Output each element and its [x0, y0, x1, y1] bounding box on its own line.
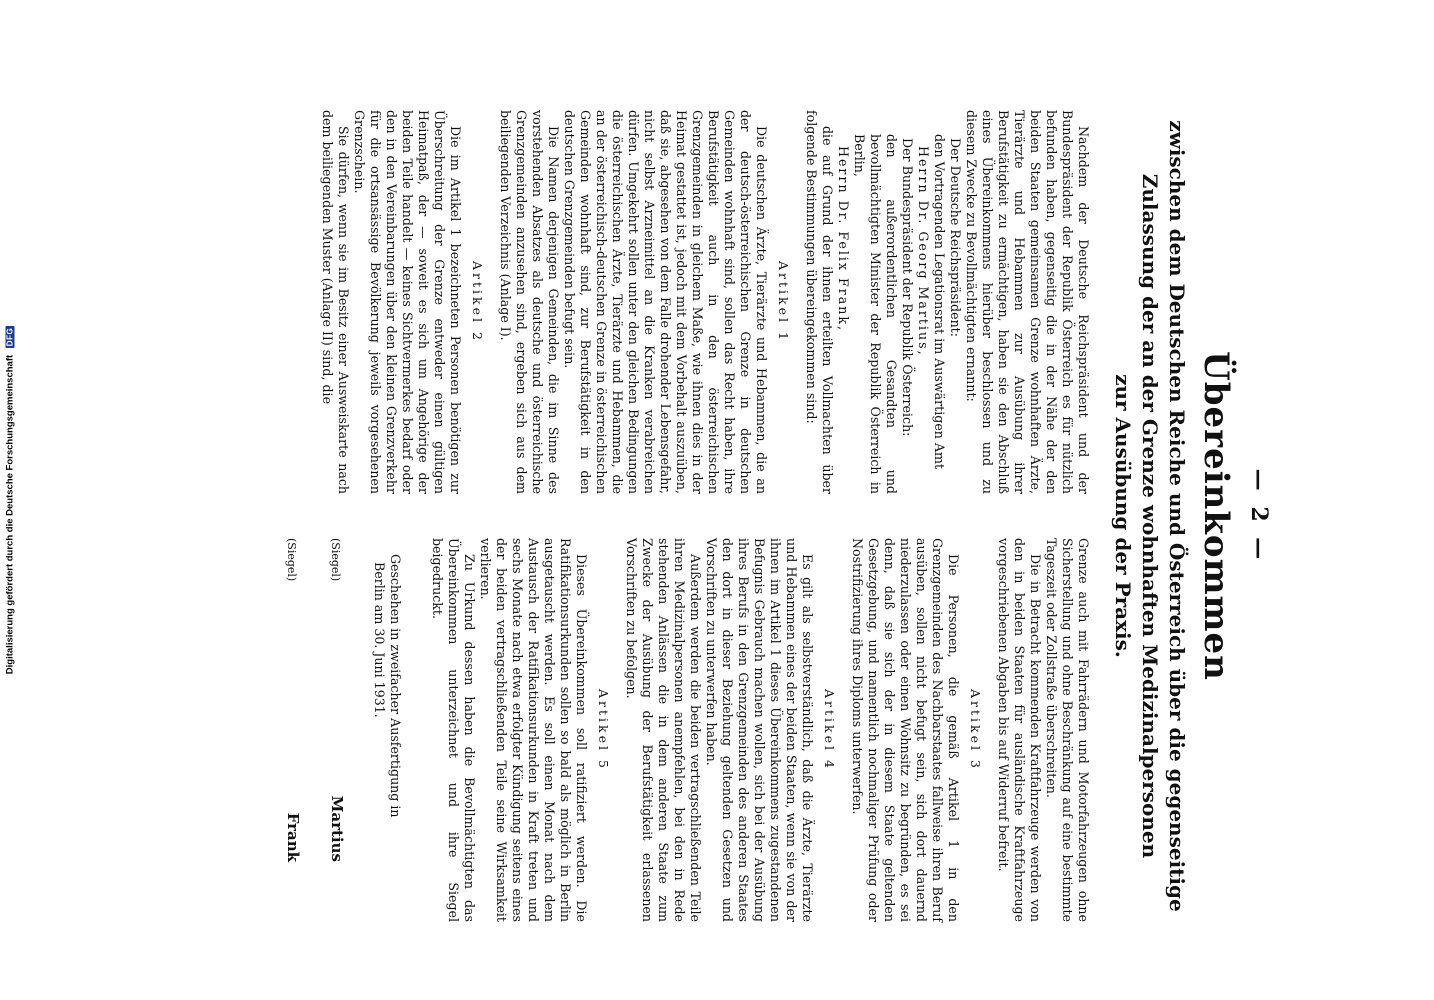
article-4-heading: Artikel 4	[822, 689, 837, 771]
signatory-at: Der Bundespräsident der Republik Österreich:	[900, 138, 915, 437]
signature-frank: Frank	[284, 812, 302, 862]
signature-row	[327, 538, 345, 922]
article-2-paragraph: Die in Betracht kommenden Kraftfahrzeuge werden von den in beiden Staaten für ausländische Kraftfahrzeuge vorgeschriebenen Abgaben bis auf Widerruf befreit.	[996, 538, 1043, 922]
dfg-logo: DFG	[5, 327, 15, 347]
agreement-clause: die auf Grund der ihnen erteilten Vollmachten über folgende Bestimmungen übereingekommen sind:	[804, 110, 835, 494]
signatory-at-title: den außerordentlichen Gesandten und bevollmächtigten Minister der Republik Österreich in Berlin,	[852, 134, 899, 494]
article-3-heading: Artikel 3	[968, 689, 983, 771]
article-2-paragraph: Sie dürfen, wenn sie im Besitz einer Ausweiskarte nach dem beiliegenden Muster (Anlage II) sind, die	[320, 110, 351, 494]
document-page	[40, 0, 1320, 1000]
document-title: Übereinkommen	[1196, 351, 1236, 681]
signatory-de-name: Herrn Dr. Georg Martius,	[916, 146, 931, 357]
left-column	[283, 110, 1091, 494]
article-4-paragraph: Außerdem werden die beiden vertragschließenden Teile ihren Medizinalpersonen anempfehlen, bei den in Rede stehenden Anlässen die in dem anderen Staate zum Zwecke der Ausübung der Berufstätigkeit erlassenen Vorschriften zu befolgen.	[624, 538, 703, 922]
article-1-heading: Artikel 1	[776, 261, 791, 343]
seal-mark: (Siegel)	[329, 538, 342, 582]
article-4-paragraph: Es gilt als selbstverständlich, daß die Ärzte, Tierärzte und Hebammen eines der beiden Staaten, wenn sie von der ihnen im Artikel 1 dieses Übereinkommens zugestandenen Befugnis Gebrauch machen wollen, sich bei der Ausübung ihres Berufs in den Grenzgemeinden des anderen Staates den dort in dieser Beziehung geltenden Gesetzen und Vorschriften zu unterwerfen haben.	[704, 538, 815, 922]
right-column	[283, 538, 1091, 922]
article-2-continuation: Grenze auch mit Fahrrädern und Motorfahrzeugen ohne Sicherstellung und ohne Beschränkung auf eine bestimmte Tageszeit oder Zollstraße überschreiten.	[1044, 538, 1091, 922]
document-subtitle	[1109, 110, 1190, 922]
subtitle-line: zwischen dem Deutschen Reiche und Österreich über die gegenseitige	[1165, 120, 1189, 912]
subtitle-line: Zulassung der an der Grenze wohnhaften Medizinalpersonen	[1138, 173, 1162, 859]
article-5-paragraph: Dieses Übereinkommen soll ratifiziert werden. Die Ratifikationsurkunden sollen so bald als möglich in Berlin ausgetauscht werden. Es soll einen Monat nach dem Austausch der Ratifikationsurkunden in Kraft treten und sechs Monate nach etwa erfolgter Kündigung seitens eines der beiden vertragschließenden Teile seine Wirksamkeit verlieren.	[478, 538, 589, 922]
digitization-credit-text: Digitalisierung gefördert durch die Deutsche Forschungsgemeinschaft	[4, 354, 16, 675]
article-5-paragraph: Zu Urkund dessen haben die Bevollmächtigten das Übereinkommen unterzeichnet und ihre Siegel beigedruckt.	[430, 538, 477, 922]
side-note	[0, 0, 20, 1000]
subtitle-line: zur Ausübung der Praxis.	[1111, 374, 1135, 658]
signature-martius: Martius	[328, 795, 346, 862]
digitization-credit	[5, 10, 16, 990]
signatory-de-title: den Vortragenden Legationsrat im Auswärtigen Amt	[932, 134, 947, 470]
execution-clause: Geschehen in zweifacher Ausfertigung in	[388, 554, 403, 818]
article-3-paragraph: Die Personen, die gemäß Artikel 1 in den Grenzgemeinden des Nachbarstaates fallweise ihren Beruf ausüben, sollen nicht befugt sein, sich dort dauernd niederzulassen oder einen Wohnsitz zu begründen, es sei denn, daß sie sich der in diesem Staate geltenden Gesetzgebung, und namentlich nochmaliger Prüfung oder Nostrifizierung ihres Diploms unterwerfen.	[850, 538, 961, 922]
signature-block	[283, 538, 403, 922]
signatory-at-name: Herrn Dr. Felix Frank,	[836, 146, 851, 333]
text-columns	[283, 110, 1091, 922]
page-number: — 2 —	[1246, 468, 1272, 564]
seal-mark: (Siegel)	[285, 538, 298, 582]
article-1-paragraph: Die deutschen Ärzte, Tierärzte und Hebammen, die an der deutsch-österreichischen Grenze in deutschen Gemeinden wohnhaft sind, sollen das Recht haben, ihre Berufstätigkeit auch in den österreichischen Grenzgemeinden in gleichem Maße, wie ihnen dies in der Heimat gestattet ist, jedoch mit dem Vorbehalt auszuüben, daß sie, abgesehen von dem Falle drohender Lebensgefahr, nicht selbst Arzneimittel an die Kranken verabreichen dürfen. Umgekehrt sollen unter den gleichen Bedingungen die österreichischen Ärzte, Tierärzte und Hebammen, die an der österreichisch-deutschen Grenze in österreichischen Gemeinden wohnhaft sind, zur Berufstätigkeit in den deutschen Grenzgemeinden befugt sein.	[562, 110, 769, 494]
article-5-heading: Artikel 5	[596, 689, 611, 771]
preamble: Nachdem der Deutsche Reichspräsident und der Bundespräsident der Republik Österreich es für nützlich befunden haben, gegenseitig die in der Nähe der den beiden Staaten gemeinsamen Grenze wohnhaften Ärzte, Tierärzte und Hebammen zur Ausübung ihrer Berufstätigkeit zu ermächtigen, haben sie den Abschluß eines Übereinkommens hierüber beschlossen und zu diesem Zwecke zu Bevollmächtigten ernannt:	[964, 110, 1091, 494]
signature-row	[283, 538, 301, 922]
signatory-de: Der Deutsche Reichspräsident:	[948, 138, 963, 337]
place-and-date: Berlin am 30. Juni 1931.	[372, 562, 387, 718]
article-2-paragraph: Die im Artikel 1 bezeichneten Personen benötigen zur Überschreitung der Grenze entweder einen gültigen Heimatpaß, der — soweit es sich um Angehörige der beiden Teile handelt — keines Sichtvermerkes bedarf oder den in den Vereinbarungen über den kleinen Grenzverkehr für die ortsansässige Bevölkerung jeweils vorgesehenen Grenzschein.	[352, 110, 463, 494]
scanned-page-area	[30, 0, 1434, 1000]
article-2-heading: Artikel 2	[470, 261, 485, 343]
article-1-paragraph: Die Namen derjenigen Gemeinden, die im Sinne des vorstehenden Absatzes als deutsche und österreichische Grenzgemeinden anzusehen sind, ergeben sich aus dem beiliegenden Verzeichnis (Anlage I).	[498, 110, 561, 494]
